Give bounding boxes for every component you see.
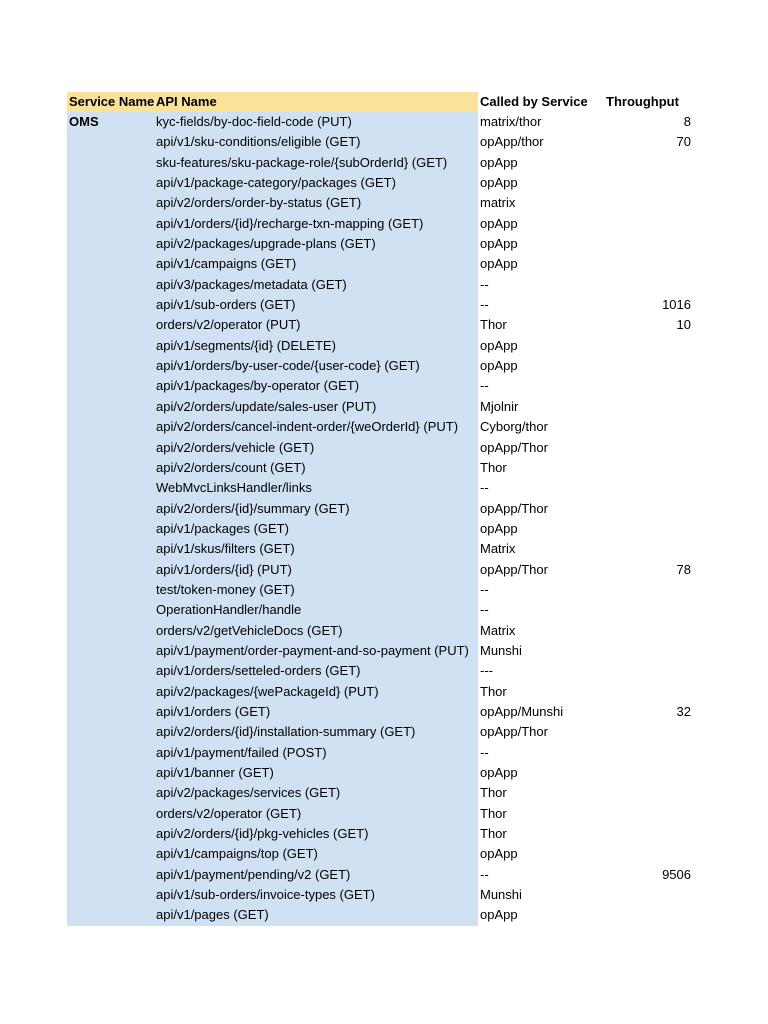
- table-row: [67, 621, 713, 641]
- api-name-cell[interactable]: api/v1/package-category/packages (GET): [156, 175, 396, 191]
- called-by-cell[interactable]: matrix/thor: [480, 114, 542, 129]
- table-row: [67, 153, 713, 173]
- table-row: [67, 214, 713, 234]
- called-by-cell[interactable]: opApp: [480, 236, 518, 252]
- api-name-cell[interactable]: api/v1/packages/by-operator (GET): [156, 378, 360, 394]
- called-by-cell[interactable]: Mjolnir: [480, 398, 519, 414]
- api-name-cell[interactable]: test/token-money (GET): [156, 581, 295, 597]
- called-by-cell[interactable]: opApp: [480, 256, 518, 272]
- api-name-cell[interactable]: api/v2/orders/cancel-indent-order/{weOrderId} (PUT): [156, 419, 459, 435]
- api-name-cell[interactable]: api/v2/orders/{id}/pkg-vehicles (GET): [156, 826, 369, 842]
- called-by-cell[interactable]: Munshi: [480, 642, 522, 658]
- table-row: [67, 234, 713, 254]
- called-by-cell[interactable]: opApp: [480, 765, 518, 780]
- called-by-cell[interactable]: Thor: [480, 317, 507, 333]
- table-row: [67, 478, 713, 498]
- throughput-cell[interactable]: 10: [676, 317, 691, 333]
- table-row: [67, 458, 713, 478]
- table-row: [67, 356, 713, 376]
- table-row: [67, 376, 713, 396]
- table-row: [67, 865, 713, 885]
- called-by-cell[interactable]: Thor: [480, 683, 507, 699]
- table-row: [67, 702, 713, 722]
- api-name-cell[interactable]: api/v1/skus/filters (GET): [156, 541, 295, 557]
- called-by-cell[interactable]: --: [480, 276, 489, 292]
- called-by-cell[interactable]: opApp: [480, 907, 518, 923]
- table-row: [67, 743, 713, 763]
- called-by-cell[interactable]: --: [480, 378, 489, 394]
- api-name-cell[interactable]: api/v1/packages (GET): [156, 520, 289, 536]
- api-name-cell[interactable]: orders/v2/operator (GET): [156, 805, 302, 821]
- table-row: [67, 600, 713, 620]
- called-by-cell[interactable]: Matrix: [480, 622, 516, 638]
- api-name-cell[interactable]: api/v2/packages/{wePackageId} (PUT): [156, 683, 379, 699]
- table-row: [67, 438, 713, 458]
- api-name-cell[interactable]: orders/v2/operator (PUT): [156, 317, 301, 333]
- table-body: [67, 112, 713, 926]
- table-row: [67, 315, 713, 335]
- api-name-cell[interactable]: api/v1/orders/setteled-orders (GET): [156, 663, 361, 679]
- table-row: [67, 397, 713, 417]
- called-by-cell[interactable]: opApp: [480, 846, 518, 862]
- table-row: [67, 539, 713, 559]
- api-name-cell[interactable]: api/v1/orders (GET): [156, 703, 271, 719]
- table-row: [67, 295, 713, 315]
- table-row: [67, 763, 713, 783]
- called-by-cell[interactable]: --: [480, 581, 489, 597]
- table-row: [67, 132, 713, 152]
- api-name-cell[interactable]: api/v1/campaigns/top (GET): [156, 846, 318, 862]
- throughput-cell[interactable]: 1016: [662, 297, 691, 313]
- called-by-cell[interactable]: Thor: [480, 805, 507, 821]
- table-row: [67, 560, 713, 580]
- table-row: [67, 275, 713, 295]
- table-row: [67, 499, 713, 519]
- table-row: [67, 173, 713, 193]
- called-by-cell[interactable]: opApp: [480, 154, 518, 170]
- api-name-cell[interactable]: api/v1/segments/{id} (DELETE): [156, 337, 336, 353]
- table-row: [67, 722, 713, 742]
- table-row: [67, 661, 713, 681]
- api-name-cell[interactable]: api/v1/campaigns (GET): [156, 256, 297, 272]
- table-row: [67, 641, 713, 661]
- api-name-cell[interactable]: api/v1/orders/by-user-code/{user-code} (GET): [156, 358, 420, 374]
- called-by-cell[interactable]: Munshi: [480, 887, 522, 903]
- called-by-cell[interactable]: Thor: [480, 826, 507, 842]
- api-name-cell[interactable]: sku-features/sku-package-role/{subOrderId} (GET): [156, 154, 448, 170]
- called-by-cell[interactable]: --: [480, 297, 489, 313]
- api-name-cell[interactable]: api/v2/packages/services (GET): [156, 785, 341, 801]
- api-name-cell[interactable]: api/v1/sku-conditions/eligible (GET): [156, 134, 361, 150]
- called-by-cell[interactable]: opApp/Thor: [480, 724, 548, 740]
- table-row: [67, 519, 713, 539]
- called-by-cell[interactable]: opApp: [480, 175, 518, 191]
- called-by-cell[interactable]: ---: [480, 663, 493, 679]
- called-by-cell[interactable]: Thor: [480, 785, 507, 801]
- table-row: [67, 804, 713, 824]
- header-called-by-service: Called by Service: [480, 94, 588, 109]
- header-api-name: API Name: [155, 92, 478, 112]
- called-by-cell[interactable]: --: [480, 480, 489, 496]
- called-by-cell[interactable]: opApp: [480, 215, 518, 231]
- api-name-cell[interactable]: api/v1/payment/failed (POST): [156, 744, 327, 760]
- api-name-cell[interactable]: api/v2/orders/order-by-status (GET): [156, 195, 362, 211]
- service-cell[interactable]: OMS: [69, 114, 99, 129]
- called-by-cell[interactable]: --: [480, 602, 489, 618]
- api-name-cell[interactable]: api/v2/orders/{id}/summary (GET): [156, 500, 350, 516]
- called-by-cell[interactable]: Cyborg/thor: [480, 419, 548, 435]
- called-by-cell[interactable]: opApp/Thor: [480, 439, 548, 455]
- api-name-cell[interactable]: api/v2/packages/upgrade-plans (GET): [156, 236, 376, 252]
- table-row: [67, 885, 713, 905]
- table-row: [67, 336, 713, 356]
- api-name-cell[interactable]: api/v2/orders/update/sales-user (PUT): [156, 398, 377, 414]
- called-by-cell[interactable]: --: [480, 866, 489, 882]
- table-row: [67, 417, 713, 437]
- table-row: [67, 682, 713, 702]
- throughput-cell[interactable]: 9506: [662, 866, 691, 882]
- api-name-cell[interactable]: api/v2/orders/vehicle (GET): [156, 439, 315, 455]
- called-by-cell[interactable]: opApp: [480, 358, 518, 374]
- throughput-cell[interactable]: 78: [676, 561, 691, 577]
- api-name-cell[interactable]: api/v1/orders/{id} (PUT): [156, 561, 292, 577]
- called-by-cell[interactable]: opApp: [480, 520, 518, 536]
- api-name-cell[interactable]: OperationHandler/handle: [156, 602, 302, 618]
- called-by-cell[interactable]: opApp: [480, 337, 518, 353]
- table-row: [67, 580, 713, 600]
- throughput-cell[interactable]: 8: [683, 114, 691, 129]
- api-name-cell[interactable]: api/v1/sub-orders/invoice-types (GET): [156, 887, 375, 903]
- api-name-cell[interactable]: api/v1/pages (GET): [156, 907, 269, 923]
- api-name-cell[interactable]: api/v1/payment/pending/v2 (GET): [156, 866, 351, 882]
- called-by-cell[interactable]: opApp/thor: [480, 134, 544, 150]
- throughput-cell[interactable]: 70: [676, 134, 691, 150]
- table-row: [67, 824, 713, 844]
- called-by-cell[interactable]: --: [480, 744, 489, 760]
- called-by-cell[interactable]: opApp/Thor: [480, 561, 548, 577]
- api-name-cell[interactable]: orders/v2/getVehicleDocs (GET): [156, 622, 343, 638]
- api-name-cell[interactable]: api/v1/payment/order-payment-and-so-payment (PUT): [156, 642, 469, 658]
- called-by-cell[interactable]: opApp/Munshi: [480, 703, 564, 719]
- table-row: [67, 193, 713, 213]
- called-by-cell[interactable]: Thor: [480, 459, 507, 475]
- throughput-cell[interactable]: 32: [676, 703, 691, 719]
- called-by-cell[interactable]: Matrix: [480, 541, 516, 557]
- table-row: [67, 254, 713, 274]
- api-name-cell[interactable]: api/v1/orders/{id}/recharge-txn-mapping (GET): [156, 215, 424, 231]
- header-throughput: Throughput: [606, 94, 679, 109]
- api-name-cell[interactable]: api/v1/sub-orders (GET): [156, 297, 296, 313]
- table-row: [67, 112, 713, 132]
- header-service-name: Service Name: [67, 92, 155, 112]
- table-row: [67, 783, 713, 803]
- table-row: [67, 844, 713, 864]
- api-name-cell[interactable]: api/v2/orders/count (GET): [156, 459, 306, 475]
- called-by-cell[interactable]: matrix: [480, 195, 516, 211]
- api-name-cell[interactable]: kyc-fields/by-doc-field-code (PUT): [156, 114, 352, 129]
- api-name-cell[interactable]: WebMvcLinksHandler/links: [156, 480, 312, 496]
- api-name-cell[interactable]: api/v1/banner (GET): [156, 765, 274, 780]
- api-name-cell[interactable]: api/v3/packages/metadata (GET): [156, 276, 347, 292]
- called-by-cell[interactable]: opApp/Thor: [480, 500, 548, 516]
- table-row: [67, 905, 713, 925]
- api-name-cell[interactable]: api/v2/orders/{id}/installation-summary (GET): [156, 724, 416, 740]
